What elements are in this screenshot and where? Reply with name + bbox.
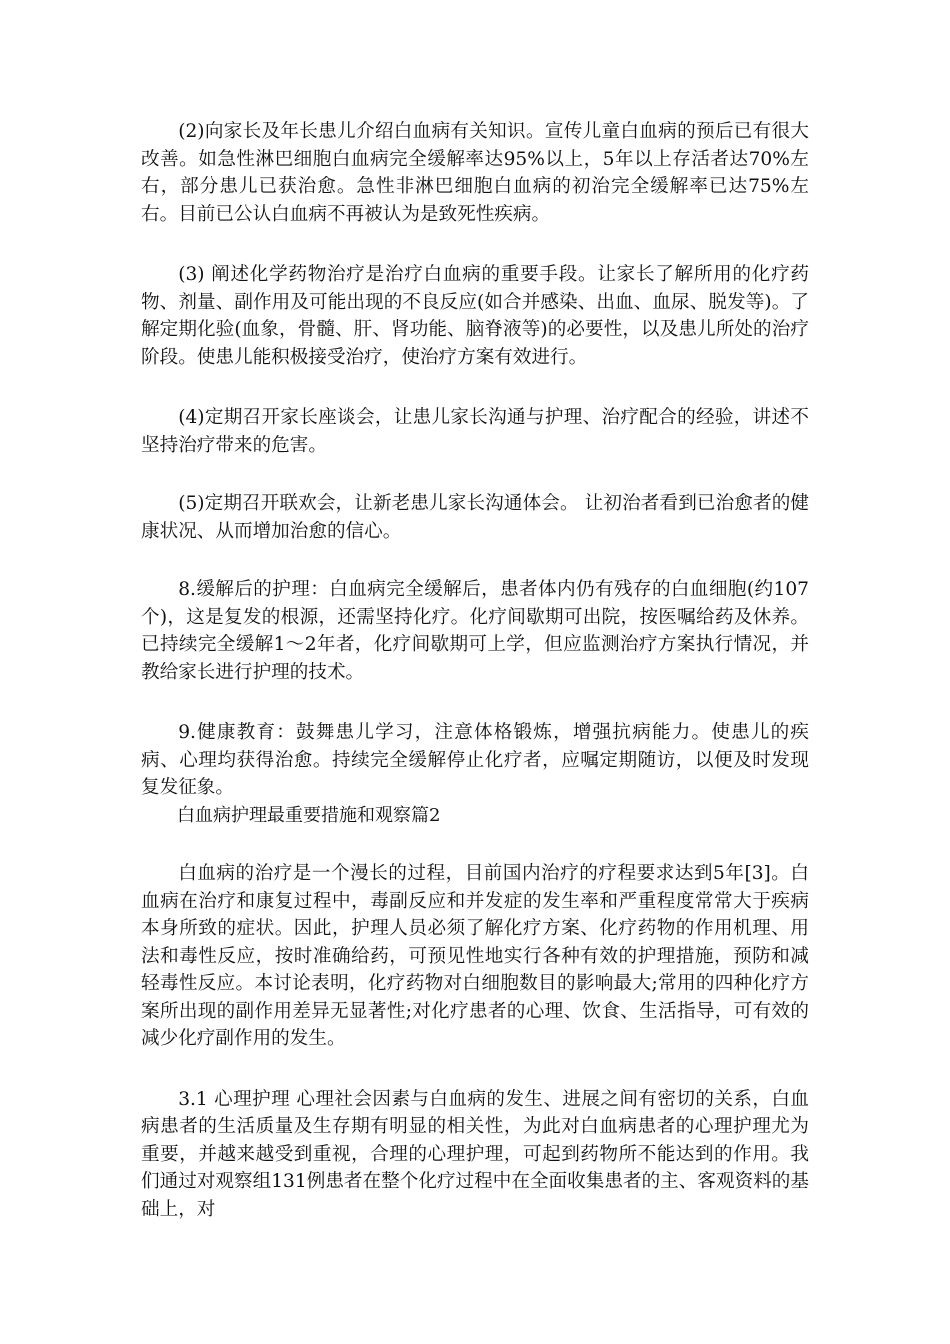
paragraph-psychological-care: 3.1 心理护理 心理社会因素与白血病的发生、进展之间有密切的关系，白血病患者的生活质量及生存期有明显的相关性，为此对白血病患者的心理护理尤为重要，并越来越受到重视，合理的心理护理，可起到药物所不能达到的作用。我们通过对观察组131例患者在整个化疗过程中在全面收集患者的主、客观资料的基础上，对 bbox=[141, 1088, 809, 1220]
section-heading: 白血病护理最重要措施和观察篇2 bbox=[177, 804, 441, 826]
document-page bbox=[141, 118, 809, 1223]
paragraph-treatment-overview: 白血病的治疗是一个漫长的过程，目前国内治疗的疗程要求达到5年[3]。白血病在治疗和康复过程中，毒副反应和并发症的发生率和严重程度常常大于疾病本身所致的症状。因此，护理人员必须了解化疗方案、化疗药物的作用机理、用法和毒性反应，按时准确给药，可预见性地实行各种有效的护理措施，预防和减轻毒性反应。本讨论表明，化疗药物对白细胞数目的影响最大;常用的四种化疗方案所出现的副作用差异无显著性;对化疗患者的心理、饮食、生活指导，可有效的减少化疗副作用的发生。 bbox=[141, 863, 809, 1049]
paragraph-item-4: (4)定期召开家长座谈会，让患儿家长沟通与护理、治疗配合的经验，讲述不坚持治疗带来的危害。 bbox=[141, 407, 809, 456]
paragraph-item-5: (5)定期召开联欢会，让新老患儿家长沟通体会。 让初治者看到已治愈者的健康状况、从而增加治愈的信心。 bbox=[141, 493, 809, 542]
paragraph-health-education: 9.健康教育：鼓舞患儿学习，注意体格锻炼，增强抗病能力。使患儿的疾病、心理均获得治愈。持续完全缓解停止化疗者，应嘱定期随访，以便及时发现复发征象。 bbox=[141, 722, 809, 798]
paragraph-recovery-care: 8.缓解后的护理：白血病完全缓解后，患者体内仍有残存的白血细胞(约107个)，这是复发的根源，还需坚持化疗。化疗间歇期可出院，按医嘱给药及休养。已持续完全缓解1～2年者，化疗间歇期可上学，但应监测治疗方案执行情况，并教给家长进行护理的技术。 bbox=[141, 579, 809, 683]
paragraph-item-3: (3) 阐述化学药物治疗是治疗白血病的重要手段。让家长了解所用的化疗药物、剂量、副作用及可能出现的不良反应(如合并感染、出血、血尿、脱发等)。了解定期化验(血象，骨髓、肝、肾功能、脑脊液等)的必要性，以及患儿所处的治疗阶段。使患儿能积极接受治疗，使治疗方案有效进行。 bbox=[141, 264, 809, 368]
paragraph-item-2: (2)向家长及年长患儿介绍白血病有关知识。宣传儿童白血病的预后已有很大改善。如急性淋巴细胞白血病完全缓解率达95%以上，5年以上存活者达70%左右，部分患儿已获治愈。急性非淋巴细胞白血病的初治完全缓解率已达75%左右。目前已公认白血病不再被认为是致死性疾病。 bbox=[141, 121, 809, 225]
